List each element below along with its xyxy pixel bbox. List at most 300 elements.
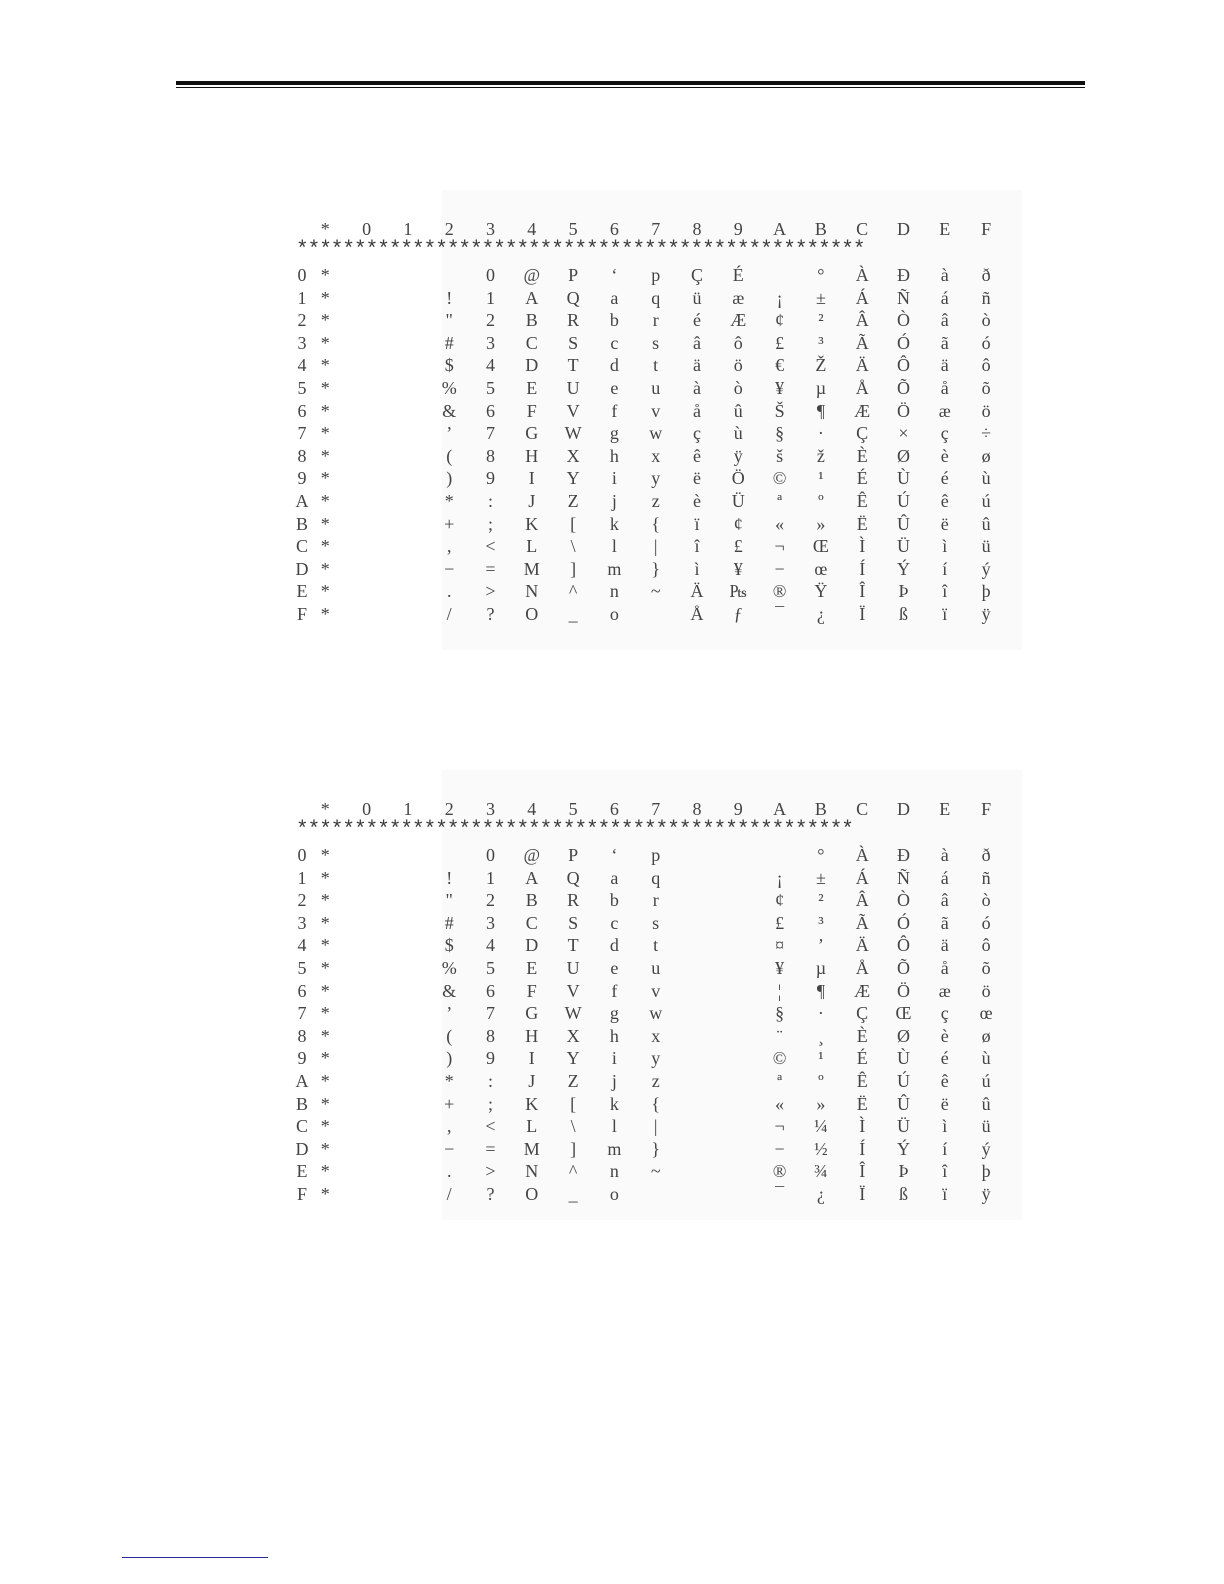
- glyph-cell: Ä: [855, 355, 869, 376]
- glyph-cell: \: [570, 1116, 576, 1137]
- separator-row: *************************************************: [296, 239, 865, 262]
- glyph-cell: Æ: [854, 980, 871, 1001]
- glyph-cell: ¡: [776, 867, 783, 888]
- glyph-cell: ê: [940, 1071, 949, 1091]
- glyph-cell: ?: [486, 604, 495, 624]
- glyph-cell: è: [693, 491, 701, 511]
- glyph-cell: Ç: [856, 423, 869, 444]
- row-marker: *: [320, 468, 330, 489]
- glyph-cell: ¼: [814, 1116, 828, 1137]
- glyph-cell: −: [444, 1138, 455, 1159]
- glyph-cell: Ù: [897, 468, 910, 489]
- row-header: 7: [297, 423, 307, 444]
- glyph-cell: »: [816, 513, 826, 534]
- row-header: 5: [297, 958, 307, 978]
- glyph-cell: ö: [733, 355, 743, 376]
- column-header: 7: [651, 219, 661, 239]
- glyph-cell: ï: [942, 604, 948, 624]
- row-header: 9: [297, 468, 307, 489]
- glyph-cell: −: [444, 558, 455, 579]
- row-header: D: [295, 1138, 309, 1159]
- glyph-cell: Ç: [690, 265, 703, 285]
- glyph-cell: Þ: [898, 1161, 909, 1182]
- glyph-cell: n: [609, 581, 619, 602]
- row-marker: *: [320, 491, 330, 511]
- glyph-cell: È: [856, 1025, 868, 1046]
- glyph-cell: §: [775, 423, 785, 444]
- row-marker: *: [320, 378, 330, 398]
- glyph-cell: ž: [816, 445, 825, 466]
- glyph-cell: Y: [566, 468, 580, 489]
- column-header: E: [939, 219, 951, 239]
- glyph-cell: æ: [732, 287, 745, 308]
- glyph-cell: ¦: [777, 980, 782, 1001]
- glyph-cell: 8: [486, 445, 495, 466]
- glyph-cell: :: [487, 491, 493, 511]
- glyph-cell: »: [816, 1093, 826, 1114]
- glyph-cell: c: [610, 912, 619, 933]
- glyph-cell: ©: [772, 468, 787, 489]
- glyph-cell: ƒ: [733, 604, 743, 624]
- glyph-cell: l: [611, 1116, 617, 1137]
- glyph-cell: V: [566, 400, 580, 421]
- glyph-cell: ú: [981, 491, 991, 511]
- glyph-cell: x: [651, 1025, 661, 1046]
- glyph-cell: z: [651, 491, 660, 511]
- row-marker: *: [320, 445, 330, 466]
- glyph-cell: o: [609, 1184, 619, 1204]
- glyph-cell: e: [610, 958, 619, 978]
- glyph-cell: û: [733, 400, 743, 421]
- glyph-cell: <: [485, 536, 496, 557]
- row-marker: *: [320, 513, 330, 534]
- glyph-cell: m: [607, 558, 622, 579]
- glyph-cell: Å: [855, 958, 869, 978]
- glyph-cell: ’: [817, 935, 824, 956]
- glyph-cell: s: [652, 332, 660, 353]
- glyph-cell: ö: [981, 400, 991, 421]
- glyph-cell: ù: [981, 468, 991, 489]
- glyph-cell: B: [525, 890, 538, 911]
- glyph-cell: Ö: [897, 400, 910, 421]
- glyph-cell: ;: [487, 513, 493, 534]
- glyph-cell: ò: [981, 310, 991, 331]
- glyph-cell: Q: [566, 867, 580, 888]
- glyph-cell: ’: [446, 423, 453, 444]
- glyph-cell: î: [942, 581, 948, 602]
- glyph-cell: ©: [772, 1048, 787, 1069]
- glyph-cell: °: [817, 845, 825, 865]
- glyph-cell: è: [940, 1025, 949, 1046]
- glyph-cell: m: [607, 1138, 622, 1159]
- glyph-cell: S: [568, 912, 579, 933]
- glyph-cell: ’: [446, 1003, 453, 1024]
- glyph-cell: Ê: [856, 491, 868, 511]
- glyph-cell: á: [940, 867, 949, 888]
- glyph-cell: À: [855, 845, 869, 865]
- row-header: 5: [297, 378, 307, 398]
- column-header: 2: [444, 219, 454, 239]
- glyph-cell: L: [526, 1116, 538, 1137]
- glyph-cell: b: [609, 310, 619, 331]
- glyph-cell: =: [485, 558, 496, 579]
- row-marker: *: [320, 867, 330, 888]
- glyph-cell: Ú: [897, 1071, 910, 1091]
- glyph-cell: Ø: [897, 1025, 910, 1046]
- glyph-cell: ã: [940, 332, 949, 353]
- glyph-cell: S: [568, 332, 579, 353]
- glyph-cell: Í: [859, 558, 866, 579]
- glyph-cell: R: [567, 310, 580, 331]
- glyph-cell: Ñ: [897, 867, 910, 888]
- row-marker: *: [320, 1048, 330, 1069]
- glyph-cell: D: [525, 355, 539, 376]
- row-header: B: [295, 1093, 308, 1114]
- column-header: 9: [733, 219, 743, 239]
- glyph-cell: Ã: [855, 332, 869, 353]
- glyph-cell: ¶: [816, 400, 825, 421]
- glyph-cell: ü: [692, 287, 702, 308]
- glyph-cell: Ï: [859, 604, 866, 624]
- glyph-cell: c: [610, 332, 619, 353]
- glyph-cell: °: [817, 265, 825, 285]
- glyph-cell: Ð: [897, 845, 910, 865]
- glyph-cell: ;: [487, 1093, 493, 1114]
- glyph-cell: u: [651, 378, 661, 398]
- glyph-cell: à: [940, 265, 949, 285]
- glyph-cell: Ò: [897, 890, 910, 911]
- glyph-cell: â: [940, 890, 949, 911]
- glyph-cell: v: [651, 400, 661, 421]
- glyph-cell: +: [444, 1093, 455, 1114]
- glyph-cell: ë: [940, 513, 949, 534]
- glyph-cell: å: [693, 400, 701, 421]
- glyph-cell: á: [940, 287, 949, 308]
- glyph-cell: ì: [942, 536, 948, 557]
- glyph-cell: Í: [859, 1138, 866, 1159]
- column-header: 2: [444, 799, 454, 819]
- glyph-cell: Ü: [897, 536, 910, 557]
- glyph-cell: ¹: [818, 468, 824, 489]
- glyph-cell: ä: [693, 355, 701, 376]
- glyph-cell: q: [651, 287, 661, 308]
- glyph-cell: í: [942, 1138, 948, 1159]
- row-header: 0: [297, 845, 307, 865]
- glyph-cell: d: [609, 355, 619, 376]
- glyph-cell: ¸: [817, 1025, 824, 1046]
- glyph-cell: w: [649, 1003, 663, 1024]
- glyph-cell: §: [775, 1003, 785, 1024]
- footnote-rule: [122, 1557, 268, 1558]
- glyph-cell: ê: [940, 491, 949, 511]
- glyph-cell: â: [940, 310, 949, 331]
- glyph-cell: Ö: [897, 980, 910, 1001]
- row-header: A: [295, 1071, 309, 1091]
- glyph-cell: Ø: [897, 445, 910, 466]
- glyph-cell: f: [611, 400, 618, 421]
- glyph-cell: é: [693, 310, 701, 331]
- row-header: 6: [297, 400, 307, 421]
- row-marker: *: [320, 332, 330, 353]
- glyph-cell: N: [525, 1161, 539, 1182]
- glyph-cell: ,: [446, 1116, 452, 1137]
- glyph-cell: F: [526, 400, 537, 421]
- glyph-cell: è: [940, 445, 949, 466]
- row-marker: *: [320, 980, 330, 1001]
- glyph-cell: r: [652, 890, 659, 911]
- glyph-cell: {: [651, 513, 660, 534]
- glyph-cell: X: [566, 1025, 580, 1046]
- glyph-cell: Ë: [856, 513, 868, 534]
- glyph-cell: P: [568, 265, 579, 285]
- glyph-cell: Ä: [855, 935, 869, 956]
- glyph-cell: n: [609, 1161, 619, 1182]
- glyph-cell: g: [609, 423, 619, 444]
- glyph-cell: 1: [486, 287, 495, 308]
- glyph-cell: ¢: [775, 890, 785, 911]
- glyph-cell: :: [487, 1071, 493, 1091]
- glyph-cell: A: [525, 287, 539, 308]
- glyph-cell: Ì: [859, 536, 866, 557]
- glyph-cell: æ: [938, 400, 951, 421]
- glyph-cell: Ý: [897, 558, 910, 579]
- glyph-cell: ÿ: [981, 604, 991, 624]
- glyph-cell: ¢: [733, 513, 743, 534]
- glyph-cell: r: [652, 310, 659, 331]
- glyph-cell: í: [942, 558, 948, 579]
- glyph-cell: Ñ: [897, 287, 910, 308]
- glyph-cell: &: [442, 980, 457, 1001]
- row-header: 3: [297, 912, 307, 933]
- glyph-cell: _: [568, 1184, 578, 1204]
- glyph-cell: Õ: [897, 378, 910, 398]
- glyph-cell: %: [441, 958, 457, 978]
- glyph-cell: þ: [981, 1161, 991, 1182]
- glyph-cell: 9: [486, 468, 495, 489]
- column-header: 7: [651, 799, 661, 819]
- glyph-cell: Y: [566, 1048, 580, 1069]
- column-header: 1: [403, 219, 413, 239]
- glyph-cell: 0: [486, 265, 495, 285]
- glyph-cell: ï: [694, 513, 700, 534]
- glyph-cell: Ö: [731, 468, 745, 489]
- glyph-cell: £: [775, 332, 785, 353]
- glyph-cell: «: [775, 513, 785, 534]
- glyph-cell: ½: [814, 1138, 828, 1159]
- row-marker: *: [320, 400, 330, 421]
- glyph-cell: R: [567, 890, 580, 911]
- row-header: 6: [297, 980, 307, 1001]
- glyph-cell: ±: [815, 867, 826, 888]
- glyph-cell: !: [446, 287, 453, 308]
- glyph-cell: Š: [774, 400, 785, 421]
- glyph-cell: &: [442, 400, 457, 421]
- column-header: 6: [609, 799, 619, 819]
- glyph-cell: ,: [446, 536, 452, 557]
- glyph-cell: Ð: [897, 265, 910, 285]
- glyph-cell: ¥: [733, 558, 743, 579]
- glyph-cell: ^: [568, 1161, 578, 1182]
- column-header: *: [320, 799, 330, 819]
- glyph-cell: ù: [733, 423, 743, 444]
- row-marker: *: [320, 1071, 330, 1091]
- glyph-cell: ¢: [775, 310, 785, 331]
- glyph-cell: X: [566, 445, 580, 466]
- glyph-cell: ®: [772, 1161, 787, 1182]
- glyph-cell: G: [525, 1003, 539, 1024]
- glyph-cell: Â: [855, 310, 869, 331]
- row-marker: *: [320, 310, 330, 331]
- glyph-cell: ¿: [816, 604, 825, 624]
- row-marker: *: [320, 355, 330, 376]
- glyph-cell: 5: [486, 958, 495, 978]
- glyph-cell: ¤: [775, 935, 785, 956]
- glyph-cell: −: [774, 558, 785, 579]
- glyph-cell: ø: [981, 445, 991, 466]
- code-page-table-2: [282, 790, 1022, 1220]
- glyph-cell: æ: [938, 980, 951, 1001]
- glyph-cell: 8: [486, 1025, 495, 1046]
- row-marker: *: [320, 1138, 330, 1159]
- glyph-cell: ‘: [611, 265, 618, 285]
- glyph-cell: Ì: [859, 1116, 866, 1137]
- glyph-cell: V: [566, 980, 580, 1001]
- glyph-cell: L: [526, 536, 538, 557]
- glyph-cell: Ä: [690, 581, 704, 602]
- glyph-cell: ): [446, 468, 453, 489]
- row-marker: *: [320, 581, 330, 602]
- glyph-cell: î: [694, 536, 700, 557]
- glyph-cell: !: [446, 867, 453, 888]
- glyph-cell: 3: [486, 332, 495, 353]
- glyph-cell: Û: [897, 513, 910, 534]
- glyph-cell: ï: [942, 1184, 948, 1204]
- glyph-cell: Ï: [859, 1184, 866, 1204]
- glyph-cell: ¶: [816, 980, 825, 1001]
- glyph-cell: ð: [981, 845, 991, 865]
- glyph-cell: Æ: [854, 400, 871, 421]
- glyph-cell: j: [611, 491, 617, 511]
- glyph-cell: Ý: [897, 1138, 910, 1159]
- glyph-cell: t: [653, 355, 659, 376]
- glyph-cell: ç: [693, 423, 701, 444]
- glyph-cell: ×: [898, 423, 909, 444]
- glyph-cell: Ç: [856, 1003, 869, 1024]
- column-header: A: [773, 219, 787, 239]
- glyph-cell: A: [525, 867, 539, 888]
- glyph-cell: £: [733, 536, 743, 557]
- glyph-cell: Z: [567, 1071, 579, 1091]
- glyph-cell: €: [775, 355, 785, 376]
- glyph-cell: #: [444, 912, 454, 933]
- glyph-cell: Ù: [897, 1048, 910, 1069]
- glyph-cell: /: [446, 604, 452, 624]
- glyph-cell: œ: [814, 558, 828, 579]
- column-header: 3: [486, 219, 495, 239]
- glyph-cell: g: [609, 1003, 619, 1024]
- column-header: C: [856, 219, 869, 239]
- column-header: 1: [403, 799, 413, 819]
- row-marker: *: [320, 265, 330, 285]
- glyph-cell: ~: [650, 1161, 661, 1182]
- row-marker: *: [320, 558, 330, 579]
- glyph-cell: K: [525, 513, 539, 534]
- glyph-cell: 2: [486, 310, 495, 331]
- row-header: B: [295, 513, 308, 534]
- column-header: C: [856, 799, 869, 819]
- glyph-cell: ®: [772, 581, 787, 602]
- glyph-cell: =: [485, 1138, 496, 1159]
- column-header: 3: [486, 799, 495, 819]
- glyph-cell: ³: [818, 332, 824, 353]
- row-header: 4: [297, 355, 307, 376]
- glyph-cell: ¥: [775, 378, 785, 398]
- row-marker: *: [320, 1116, 330, 1137]
- row-marker: *: [320, 1184, 330, 1204]
- glyph-cell: C: [525, 332, 538, 353]
- glyph-cell: Æ: [730, 310, 747, 331]
- column-header: B: [814, 219, 827, 239]
- glyph-cell: C: [525, 912, 538, 933]
- glyph-cell: Ü: [897, 1116, 910, 1137]
- glyph-cell: ¬: [774, 536, 785, 557]
- glyph-cell: U: [566, 958, 580, 978]
- glyph-cell: q: [651, 867, 661, 888]
- glyph-cell: j: [611, 1071, 617, 1091]
- header-rule-thin: [176, 87, 1085, 88]
- glyph-cell: Û: [897, 1093, 910, 1114]
- glyph-cell: ]: [570, 1138, 577, 1159]
- glyph-cell: .: [446, 1161, 452, 1182]
- glyph-cell: 6: [486, 980, 495, 1001]
- column-header: D: [897, 219, 910, 239]
- glyph-cell: ª: [777, 491, 783, 511]
- row-header: 7: [297, 1003, 307, 1024]
- glyph-cell: Á: [855, 867, 869, 888]
- glyph-cell: }: [651, 558, 660, 579]
- glyph-cell: ³: [818, 912, 824, 933]
- glyph-cell: [: [570, 513, 577, 534]
- glyph-cell: a: [610, 287, 619, 308]
- glyph-cell: ì: [694, 558, 700, 579]
- glyph-cell: š: [776, 445, 784, 466]
- glyph-cell: i: [611, 468, 617, 489]
- glyph-cell: 3: [486, 912, 495, 933]
- glyph-cell: }: [651, 1138, 660, 1159]
- row-header: 8: [297, 445, 307, 466]
- row-marker: *: [320, 1093, 330, 1114]
- glyph-cell: ë: [693, 468, 701, 489]
- glyph-cell: a: [610, 867, 619, 888]
- glyph-cell: h: [609, 1025, 619, 1046]
- glyph-cell: #: [444, 332, 454, 353]
- glyph-cell: Å: [855, 378, 869, 398]
- column-header: 4: [527, 799, 537, 819]
- glyph-cell: à: [940, 845, 949, 865]
- glyph-cell: 7: [486, 423, 495, 444]
- glyph-cell: œ: [979, 1003, 993, 1024]
- glyph-cell: ó: [981, 912, 991, 933]
- glyph-cell: «: [775, 1093, 785, 1114]
- glyph-cell: é: [940, 468, 949, 489]
- glyph-cell: H: [525, 1025, 539, 1046]
- glyph-cell: k: [609, 1093, 619, 1114]
- glyph-cell: ₧: [729, 581, 748, 602]
- glyph-cell: õ: [981, 378, 991, 398]
- glyph-cell: ô: [981, 935, 991, 956]
- glyph-cell: ñ: [981, 867, 991, 888]
- column-header: 8: [692, 219, 702, 239]
